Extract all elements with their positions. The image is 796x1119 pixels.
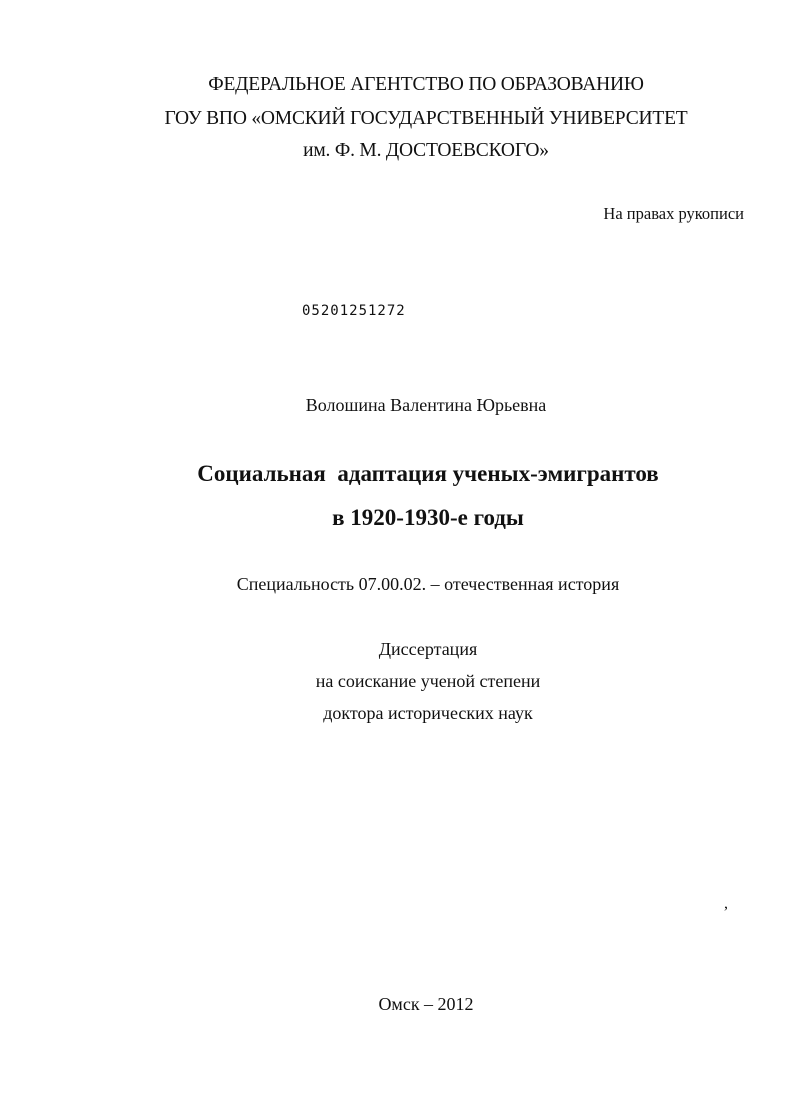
organization-line-1: ФЕДЕРАЛЬНОЕ АГЕНТСТВО ПО ОБРАЗОВАНИЮ xyxy=(208,74,644,95)
degree-line-3: доктора исторических наук xyxy=(323,703,533,723)
degree-line-2: на соискание ученой степени xyxy=(315,671,541,691)
dissertation-title-line-2: в 1920-1930-е годы xyxy=(332,505,524,530)
organization-line-2: ГОУ ВПО «ОМСКИЙ ГОСУДАРСТВЕННЫЙ УНИВЕРСИТЕТ xyxy=(164,108,688,129)
author-name: Волошина Валентина Юрьевна xyxy=(305,395,547,415)
rights-note: На правах рукописи xyxy=(603,204,744,223)
city-year: Омск – 2012 xyxy=(378,994,474,1014)
specialty: Специальность 07.00.02. – отечественная история xyxy=(236,574,620,594)
stray-mark: , xyxy=(724,895,728,912)
dissertation-title-line-1: Социальная адаптация ученых-эмигрантов xyxy=(197,461,659,486)
organization-line-3: им. Ф. М. ДОСТОЕВСКОГО» xyxy=(303,140,549,161)
degree-line-1: Диссертация xyxy=(378,639,478,659)
catalog-code: 05201251272 xyxy=(302,303,406,319)
